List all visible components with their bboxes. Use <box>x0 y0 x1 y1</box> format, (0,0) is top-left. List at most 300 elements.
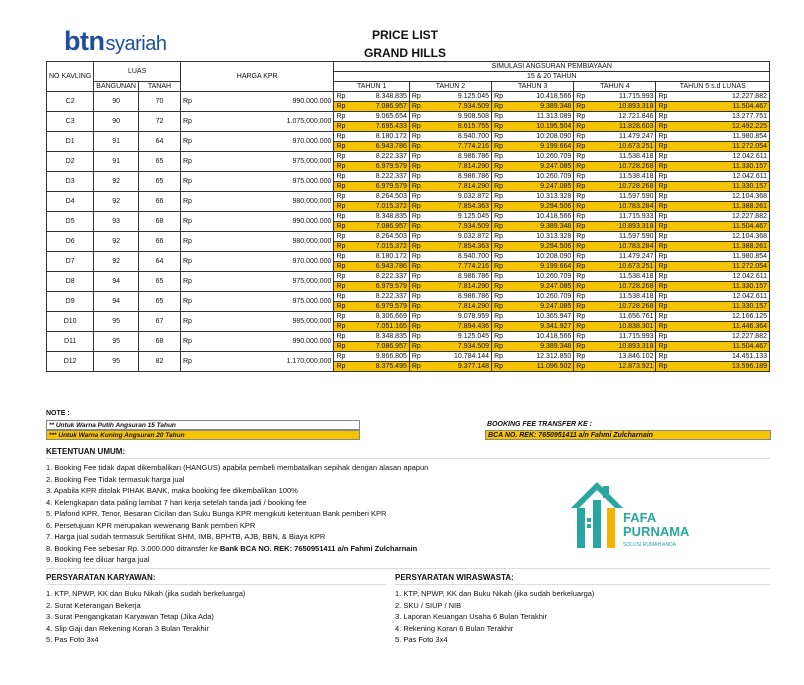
cell-installment: 8.222.337 <box>347 172 409 182</box>
cell-currency: Rp <box>409 122 422 132</box>
fafa-line2: PURNAMA <box>623 524 690 539</box>
cell-installment: 8.986.786 <box>423 152 492 162</box>
cell-currency: Rp <box>492 322 505 332</box>
cell-currency: Rp <box>574 252 587 262</box>
cell-installment: 11.715.993 <box>587 332 656 342</box>
cell-currency: Rp <box>574 152 587 162</box>
cell-bangunan: 92 <box>94 192 139 212</box>
cell-installment: 7.854.363 <box>423 242 492 252</box>
cell-currency: Rp <box>656 192 669 202</box>
cell-installment: 10.728.268 <box>587 302 656 312</box>
table-row <box>47 212 770 222</box>
cell-installment: 6.979.579 <box>347 162 409 172</box>
cell-no: C2 <box>47 92 94 112</box>
cell-currency: Rp <box>334 352 347 362</box>
cell-currency: Rp <box>656 142 669 152</box>
cell-installment: 12.042.611 <box>669 292 769 302</box>
cell-installment: 11.272.054 <box>669 262 769 272</box>
cell-no: D5 <box>47 212 94 232</box>
cell-installment: 10.838.301 <box>587 322 656 332</box>
cell-currency: Rp <box>409 112 422 122</box>
table-row <box>47 112 770 122</box>
cell-installment: 10.260.709 <box>505 272 574 282</box>
cell-currency: Rp <box>334 212 347 222</box>
cell-installment: 9.247.085 <box>505 282 574 292</box>
cell-installment: 11.330.157 <box>669 282 769 292</box>
cell-installment: 6.979.579 <box>347 302 409 312</box>
cell-installment: 11.479.247 <box>587 132 656 142</box>
cell-installment: 8.222.337 <box>347 152 409 162</box>
cell-installment: 12.104.368 <box>669 232 769 242</box>
cell-installment: 6.943.786 <box>347 142 409 152</box>
cell-installment: 12.227.882 <box>669 212 769 222</box>
header-year-3: TAHUN 3 <box>492 82 574 92</box>
cell-currency: Rp <box>574 212 587 222</box>
cell-currency: Rp <box>409 152 422 162</box>
cell-currency: Rp <box>492 122 505 132</box>
cell-currency: Rp <box>656 242 669 252</box>
cell-currency: Rp <box>409 132 422 142</box>
cell-no: C3 <box>47 112 94 132</box>
cell-bangunan: 91 <box>94 152 139 172</box>
cell-installment: 10.208.090 <box>505 132 574 142</box>
cell-currency: Rp <box>492 362 505 372</box>
cell-currency: Rp <box>334 332 347 342</box>
cell-currency: Rp <box>334 122 347 132</box>
cell-installment: 13.277.751 <box>669 112 769 122</box>
cell-currency: Rp <box>656 252 669 262</box>
cell-installment: 12.873.921 <box>587 362 656 372</box>
fafa-purnama-logo <box>563 470 713 560</box>
cell-installment: 11.504.467 <box>669 342 769 352</box>
cell-harga-currency: Rp <box>180 352 193 372</box>
cell-installment: 10.728.268 <box>587 282 656 292</box>
header-tenor: 15 & 20 TAHUN <box>334 72 770 82</box>
cell-currency: Rp <box>492 352 505 362</box>
cell-currency: Rp <box>574 302 587 312</box>
cell-harga-currency: Rp <box>180 332 193 352</box>
cell-installment: 11.538.418 <box>587 172 656 182</box>
cell-installment: 9.247.085 <box>505 162 574 172</box>
table-row <box>47 252 770 262</box>
cell-harga: 1.075.000.000 <box>194 112 334 132</box>
cell-currency: Rp <box>409 192 422 202</box>
cell-currency: Rp <box>656 292 669 302</box>
cell-currency: Rp <box>656 362 669 372</box>
cell-harga: 990.000.000 <box>194 212 334 232</box>
cell-bangunan: 92 <box>94 252 139 272</box>
cell-currency: Rp <box>409 212 422 222</box>
ketentuan-title: KETENTUAN UMUM: <box>46 447 126 456</box>
cell-tanah: 72 <box>138 112 180 132</box>
cell-installment: 10.784.144 <box>423 352 492 362</box>
cell-harga-currency: Rp <box>180 112 193 132</box>
cell-bangunan: 93 <box>94 212 139 232</box>
cell-currency: Rp <box>656 312 669 322</box>
cell-installment: 7.051.165 <box>347 322 409 332</box>
cell-installment: 13.596.189 <box>669 362 769 372</box>
cell-currency: Rp <box>334 272 347 282</box>
cell-currency: Rp <box>334 292 347 302</box>
cell-installment: 9.389.348 <box>505 342 574 352</box>
cell-installment: 12.721.846 <box>587 112 656 122</box>
note-yellow: *** Untuk Warna Kuning Angsuran 20 Tahun <box>46 430 360 440</box>
cell-bangunan: 94 <box>94 272 139 292</box>
cell-bangunan: 92 <box>94 172 139 192</box>
list-item: 8. Booking Fee sebesar Rp. 3.000.000 ditransfer ke Bank BCA NO. REK: 7650951411 a/n Fahmi Zulcharnain <box>46 543 418 553</box>
cell-currency: Rp <box>656 222 669 232</box>
header-luas: LUAS <box>94 62 181 82</box>
cell-installment: 10.728.268 <box>587 182 656 192</box>
cell-currency: Rp <box>334 262 347 272</box>
cell-installment: 9.377.148 <box>423 362 492 372</box>
cell-installment: 10.783.284 <box>587 242 656 252</box>
cell-currency: Rp <box>334 112 347 122</box>
cell-no: D11 <box>47 332 94 352</box>
cell-bangunan: 92 <box>94 232 139 252</box>
cell-installment: 10.195.504 <box>505 122 574 132</box>
note-label: NOTE : <box>46 410 70 417</box>
cell-no: D12 <box>47 352 94 372</box>
table-row <box>47 332 770 342</box>
cell-harga: 990.000.000 <box>194 332 334 352</box>
cell-currency: Rp <box>574 322 587 332</box>
cell-harga-currency: Rp <box>180 232 193 252</box>
cell-installment: 7.774.216 <box>423 142 492 152</box>
cell-harga-currency: Rp <box>180 312 193 332</box>
cell-installment: 8.986.786 <box>423 292 492 302</box>
cell-tanah: 64 <box>138 252 180 272</box>
cell-currency: Rp <box>656 202 669 212</box>
cell-harga: 975.000.000 <box>194 172 334 192</box>
table-row <box>47 132 770 142</box>
cell-bangunan: 94 <box>94 292 139 312</box>
header-harga-kpr: HARGA KPR <box>180 62 333 92</box>
price-table <box>46 61 770 372</box>
cell-harga-currency: Rp <box>180 92 193 112</box>
cell-installment: 11.980.854 <box>669 252 769 262</box>
cell-installment: 8.180.172 <box>347 132 409 142</box>
booking-account: BCA NO. REK: 7650951411 a/n Fahmi Zulcharnain <box>485 430 771 440</box>
cell-installment: 10.418.566 <box>505 332 574 342</box>
cell-currency: Rp <box>334 232 347 242</box>
cell-installment: 10.728.268 <box>587 162 656 172</box>
cell-installment: 7.774.216 <box>423 262 492 272</box>
cell-installment: 11.096.502 <box>505 362 574 372</box>
cell-installment: 14.451.133 <box>669 352 769 362</box>
cell-currency: Rp <box>492 342 505 352</box>
table-row <box>47 352 770 362</box>
cell-currency: Rp <box>656 152 669 162</box>
cell-currency: Rp <box>574 112 587 122</box>
cell-currency: Rp <box>656 162 669 172</box>
cell-installment: 13.846.102 <box>587 352 656 362</box>
cell-tanah: 65 <box>138 172 180 192</box>
cell-installment: 10.783.284 <box>587 202 656 212</box>
cell-currency: Rp <box>334 162 347 172</box>
cell-currency: Rp <box>656 212 669 222</box>
cell-installment: 7.086.957 <box>347 342 409 352</box>
cell-bangunan: 91 <box>94 132 139 152</box>
cell-tanah: 64 <box>138 132 180 152</box>
cell-installment: 10.893.318 <box>587 102 656 112</box>
cell-currency: Rp <box>492 202 505 212</box>
cell-installment: 11.330.157 <box>669 182 769 192</box>
cell-installment: 10.313.328 <box>505 232 574 242</box>
cell-installment: 9.032.872 <box>423 192 492 202</box>
cell-currency: Rp <box>574 332 587 342</box>
cell-currency: Rp <box>656 302 669 312</box>
cell-currency: Rp <box>409 222 422 232</box>
cell-no: D3 <box>47 172 94 192</box>
cell-currency: Rp <box>574 132 587 142</box>
cell-currency: Rp <box>409 352 422 362</box>
cell-currency: Rp <box>656 92 669 102</box>
cell-installment: 8.264.503 <box>347 192 409 202</box>
cell-installment: 11.715.933 <box>587 212 656 222</box>
cell-harga: 970.000.000 <box>194 252 334 272</box>
cell-installment: 9.065.654 <box>347 112 409 122</box>
cell-currency: Rp <box>492 232 505 242</box>
cell-installment: 11.597.590 <box>587 232 656 242</box>
table-row <box>47 292 770 302</box>
list-item: 3. Laporan Keuangan Usaha 6 Bulan Terakhir <box>395 612 548 621</box>
cell-currency: Rp <box>409 292 422 302</box>
cell-currency: Rp <box>492 212 505 222</box>
cell-currency: Rp <box>334 202 347 212</box>
cell-installment: 9.199.664 <box>505 142 574 152</box>
cell-installment: 7.934.509 <box>423 342 492 352</box>
list-item: 1. Booking Fee tidak dapat dikembalikan (HANGUS) apabila pembeli membatalkan sepihak dengan alasan apapun <box>46 463 429 472</box>
list-item: 9. Booking fee diluar harga jual <box>46 555 150 564</box>
cell-currency: Rp <box>492 252 505 262</box>
cell-currency: Rp <box>492 272 505 282</box>
cell-no: D7 <box>47 252 94 272</box>
cell-tanah: 67 <box>138 312 180 332</box>
cell-currency: Rp <box>574 202 587 212</box>
cell-currency: Rp <box>409 172 422 182</box>
cell-currency: Rp <box>334 192 347 202</box>
cell-currency: Rp <box>492 92 505 102</box>
list-item: 1. KTP, NPWP, KK dan Buku Nikah (jika sudah berkeluarga) <box>395 589 595 598</box>
cell-currency: Rp <box>656 132 669 142</box>
cell-installment: 7.934.509 <box>423 222 492 232</box>
cell-currency: Rp <box>492 142 505 152</box>
cell-installment: 7.814.290 <box>423 302 492 312</box>
page-title: PRICE LIST <box>371 28 438 42</box>
cell-currency: Rp <box>492 262 505 272</box>
cell-installment: 7.015.372 <box>347 202 409 212</box>
cell-installment: 7.015.372 <box>347 242 409 252</box>
cell-currency: Rp <box>409 342 422 352</box>
list-item: 4. Rekening Koran 6 Bulan Terakhir <box>395 623 514 633</box>
cell-currency: Rp <box>334 312 347 322</box>
cell-currency: Rp <box>409 92 422 102</box>
cell-currency: Rp <box>409 102 422 112</box>
cell-currency: Rp <box>574 172 587 182</box>
cell-harga-currency: Rp <box>180 192 193 212</box>
cell-currency: Rp <box>656 112 669 122</box>
cell-installment: 11.980.854 <box>669 132 769 142</box>
cell-currency: Rp <box>492 192 505 202</box>
cell-currency: Rp <box>574 222 587 232</box>
cell-harga: 980.000.000 <box>194 192 334 212</box>
table-row <box>47 232 770 242</box>
list-item: 3. Surat Pengangkatan Karyawan Tetap (Jika Ada) <box>46 612 214 621</box>
list-item: 2. Surat Keterangan Bekerja <box>46 600 141 610</box>
cell-installment: 12.227.882 <box>669 332 769 342</box>
cell-installment: 11.504.467 <box>669 222 769 232</box>
cell-harga: 980.000.000 <box>194 232 334 252</box>
cell-currency: Rp <box>334 132 347 142</box>
cell-currency: Rp <box>409 162 422 172</box>
cell-installment: 12.042.611 <box>669 152 769 162</box>
cell-no: D1 <box>47 132 94 152</box>
cell-installment: 8.986.786 <box>423 172 492 182</box>
cell-installment: 8.222.337 <box>347 292 409 302</box>
cell-currency: Rp <box>492 312 505 322</box>
cell-currency: Rp <box>656 122 669 132</box>
cell-harga: 1.170.000.000 <box>194 352 334 372</box>
cell-currency: Rp <box>334 142 347 152</box>
cell-installment: 7.814.290 <box>423 282 492 292</box>
cell-installment: 9.389.348 <box>505 102 574 112</box>
cell-installment: 11.715.993 <box>587 92 656 102</box>
cell-installment: 10.673.251 <box>587 142 656 152</box>
cell-currency: Rp <box>656 102 669 112</box>
cell-harga-currency: Rp <box>180 292 193 312</box>
header-year-1: TAHUN 1 <box>334 82 409 92</box>
cell-installment: 8.375.495 <box>347 362 409 372</box>
cell-currency: Rp <box>409 232 422 242</box>
header-year-2: TAHUN 2 <box>409 82 491 92</box>
list-item: 5. Plafond KPR, Tenor, Besaran Cicilan dan Suku Bunga KPR mengikuti ketentuan Bank pemberi KPR <box>46 509 387 518</box>
list-item: 5. Pas Foto 3x4 <box>46 635 99 644</box>
cell-currency: Rp <box>409 362 422 372</box>
cell-currency: Rp <box>656 172 669 182</box>
cell-tanah: 65 <box>138 272 180 292</box>
cell-installment: 8.940.700 <box>423 252 492 262</box>
cell-installment: 11.272.054 <box>669 142 769 152</box>
list-item: 3. Apabila KPR ditolak PIHAK BANK, maka booking fee dikembalikan 100% <box>46 486 298 495</box>
cell-installment: 10.418.566 <box>505 92 574 102</box>
cell-installment: 11.538.418 <box>587 272 656 282</box>
cell-no: D9 <box>47 292 94 312</box>
cell-currency: Rp <box>492 332 505 342</box>
header-year-4: TAHUN 4 <box>574 82 656 92</box>
cell-installment: 9.125.045 <box>423 212 492 222</box>
fafa-line1: FAFA <box>623 510 657 525</box>
cell-currency: Rp <box>492 162 505 172</box>
cell-tanah: 66 <box>138 192 180 212</box>
cell-installment: 10.418.566 <box>505 212 574 222</box>
cell-harga: 975.000.000 <box>194 272 334 292</box>
cell-currency: Rp <box>334 342 347 352</box>
header-simulasi: SIMULASI ANGSURAN PEMBIAYAAN <box>334 62 770 72</box>
cell-installment: 7.086.957 <box>347 222 409 232</box>
table-row <box>47 192 770 202</box>
cell-currency: Rp <box>409 202 422 212</box>
cell-currency: Rp <box>574 342 587 352</box>
cell-currency: Rp <box>574 352 587 362</box>
cell-currency: Rp <box>409 252 422 262</box>
cell-installment: 9.125.045 <box>423 92 492 102</box>
cell-currency: Rp <box>574 122 587 132</box>
fafa-tagline: SOLUSI RUMAH ANDA <box>623 542 677 548</box>
cell-currency: Rp <box>656 342 669 352</box>
cell-currency: Rp <box>409 312 422 322</box>
cell-currency: Rp <box>334 92 347 102</box>
cell-installment: 9.032.872 <box>423 232 492 242</box>
cell-harga-currency: Rp <box>180 172 193 192</box>
cell-currency: Rp <box>334 252 347 262</box>
cell-bangunan: 95 <box>94 332 139 352</box>
cell-currency: Rp <box>574 192 587 202</box>
cell-currency: Rp <box>574 282 587 292</box>
cell-currency: Rp <box>409 242 422 252</box>
cell-currency: Rp <box>334 362 347 372</box>
cell-installment: 11.313.089 <box>505 112 574 122</box>
cell-no: D6 <box>47 232 94 252</box>
cell-installment: 6.979.579 <box>347 182 409 192</box>
cell-tanah: 68 <box>138 332 180 352</box>
header-year-5: TAHUN 5 s.d LUNAS <box>656 82 770 92</box>
cell-currency: Rp <box>492 222 505 232</box>
cell-installment: 11.504.467 <box>669 102 769 112</box>
cell-currency: Rp <box>574 92 587 102</box>
cell-currency: Rp <box>656 182 669 192</box>
cell-installment: 10.365.947 <box>505 312 574 322</box>
list-item: 4. Slip Gaji dan Rekening Koran 3 Bulan Terakhir <box>46 623 209 633</box>
cell-bangunan: 90 <box>94 112 139 132</box>
cell-installment: 11.388.261 <box>669 242 769 252</box>
cell-no: D8 <box>47 272 94 292</box>
table-row <box>47 92 770 102</box>
cell-currency: Rp <box>492 292 505 302</box>
header-bangunan: BANGUNAN <box>94 82 139 92</box>
cell-installment: 8.348.835 <box>347 212 409 222</box>
cell-installment: 9.294.506 <box>505 202 574 212</box>
cell-installment: 10.260.709 <box>505 152 574 162</box>
cell-currency: Rp <box>656 282 669 292</box>
cell-currency: Rp <box>574 362 587 372</box>
cell-installment: 10.260.709 <box>505 172 574 182</box>
cell-installment: 11.330.157 <box>669 162 769 172</box>
header-tanah: TANAH <box>138 82 180 92</box>
cell-installment: 9.866.805 <box>347 352 409 362</box>
cell-currency: Rp <box>574 262 587 272</box>
cell-currency: Rp <box>574 162 587 172</box>
cell-currency: Rp <box>574 182 587 192</box>
cell-installment: 9.341.927 <box>505 322 574 332</box>
cell-installment: 9.908.508 <box>423 112 492 122</box>
cell-tanah: 65 <box>138 152 180 172</box>
cell-bangunan: 90 <box>94 92 139 112</box>
cell-currency: Rp <box>656 352 669 362</box>
cell-installment: 11.538.418 <box>587 292 656 302</box>
cell-currency: Rp <box>574 102 587 112</box>
cell-harga-currency: Rp <box>180 212 193 232</box>
cell-installment: 7.934.509 <box>423 102 492 112</box>
cell-installment: 9.247.085 <box>505 182 574 192</box>
list-item: 1. KTP, NPWP, KK dan Buku Nikah (jika sudah berkeluarga) <box>46 589 246 598</box>
list-item: 7. Harga jual sudah termasuk Sertifikat SHM, IMB, BPHTB, AJB, BBN, & Biaya KPR <box>46 532 326 541</box>
cell-installment: 7.695.433 <box>347 122 409 132</box>
cell-currency: Rp <box>334 222 347 232</box>
list-item: 2. Booking Fee Tidak termasuk harga jual <box>46 474 185 484</box>
cell-currency: Rp <box>656 322 669 332</box>
cell-currency: Rp <box>656 272 669 282</box>
